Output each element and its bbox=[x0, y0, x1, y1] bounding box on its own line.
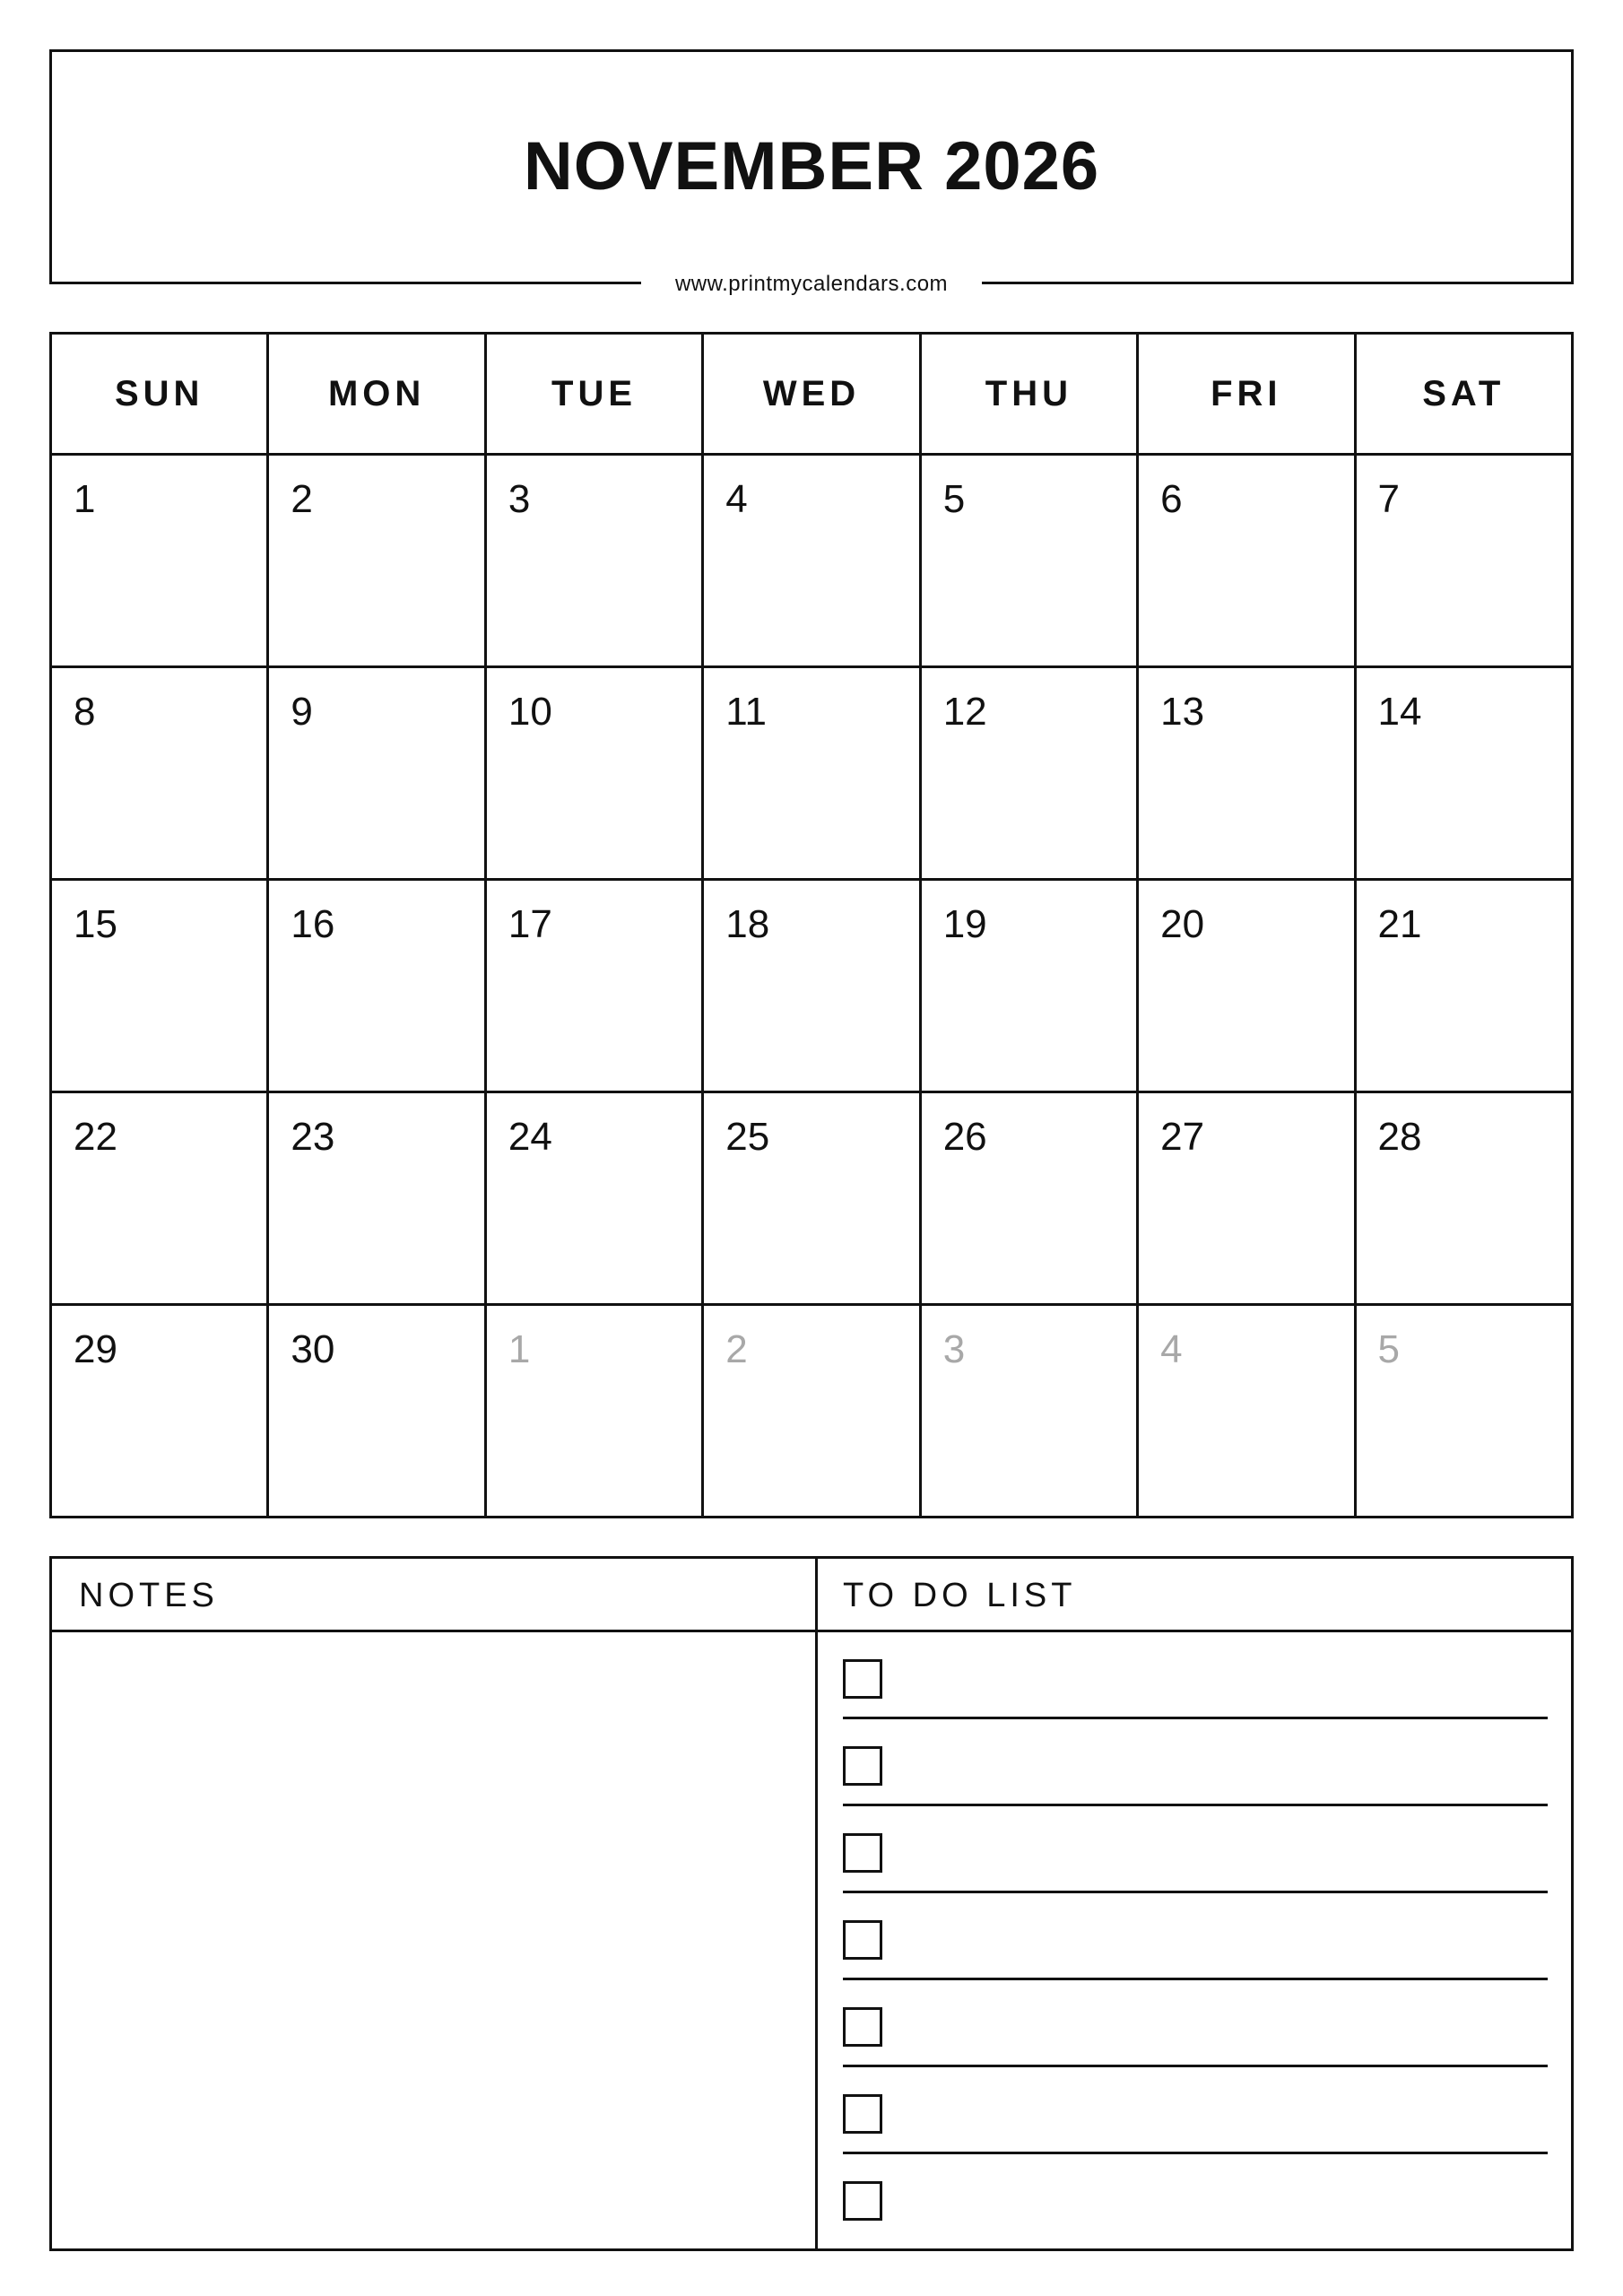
notes-label: NOTES bbox=[79, 1577, 219, 1614]
todo-line[interactable] bbox=[843, 1804, 1548, 1806]
todo-item bbox=[843, 1833, 1548, 1920]
todo-checkbox[interactable] bbox=[843, 2007, 882, 2047]
day-cell-wed[interactable] bbox=[703, 455, 920, 667]
day-number-next-month: 1 bbox=[508, 1327, 531, 1371]
todo-line[interactable] bbox=[843, 1978, 1548, 1980]
day-cell-mon[interactable] bbox=[268, 667, 485, 880]
day-number: 27 bbox=[1160, 1115, 1205, 1159]
day-cell-mon[interactable] bbox=[268, 880, 485, 1092]
todo-line[interactable] bbox=[843, 1717, 1548, 1719]
day-cell-fri[interactable] bbox=[1138, 1092, 1355, 1305]
day-cell-mon[interactable] bbox=[268, 455, 485, 667]
week-row bbox=[51, 1305, 1573, 1518]
day-number-next-month: 4 bbox=[1160, 1327, 1183, 1371]
day-cell-thu[interactable] bbox=[920, 1305, 1137, 1518]
day-cell-wed[interactable] bbox=[703, 880, 920, 1092]
weekday-header-tue: TUE bbox=[485, 334, 702, 455]
day-cell-thu[interactable] bbox=[920, 1092, 1137, 1305]
day-cell-sun[interactable] bbox=[51, 880, 268, 1092]
todo-line[interactable] bbox=[843, 2152, 1548, 2154]
todo-label: TO DO LIST bbox=[843, 1577, 1077, 1614]
day-cell-sat[interactable] bbox=[1355, 1305, 1572, 1518]
day-number: 21 bbox=[1377, 902, 1422, 946]
notes-area[interactable] bbox=[52, 1632, 815, 2248]
day-number: 25 bbox=[725, 1115, 770, 1159]
day-cell-sat[interactable] bbox=[1355, 880, 1572, 1092]
day-cell-mon[interactable] bbox=[268, 1305, 485, 1518]
notes-todo-panel bbox=[49, 1556, 1574, 2251]
day-number: 1 bbox=[74, 477, 96, 521]
day-number: 26 bbox=[942, 1115, 987, 1159]
day-number: 13 bbox=[1160, 690, 1205, 734]
day-cell-wed[interactable] bbox=[703, 1305, 920, 1518]
todo-item bbox=[843, 2181, 1548, 2268]
day-number: 23 bbox=[291, 1115, 335, 1159]
day-cell-thu[interactable] bbox=[920, 667, 1137, 880]
weekday-header-fri: FRI bbox=[1138, 334, 1355, 455]
day-cell-sat[interactable] bbox=[1355, 1092, 1572, 1305]
day-cell-thu[interactable] bbox=[920, 880, 1137, 1092]
weekday-header-thu: THU bbox=[920, 334, 1137, 455]
day-number: 16 bbox=[291, 902, 335, 946]
day-number: 22 bbox=[74, 1115, 117, 1159]
day-cell-thu[interactable] bbox=[920, 455, 1137, 667]
todo-checkbox[interactable] bbox=[843, 1920, 882, 1960]
calendar-body bbox=[51, 455, 1573, 1518]
day-cell-tue[interactable] bbox=[485, 455, 702, 667]
day-cell-fri[interactable] bbox=[1138, 667, 1355, 880]
day-cell-tue[interactable] bbox=[485, 667, 702, 880]
week-row bbox=[51, 455, 1573, 667]
title-box bbox=[49, 49, 1574, 284]
day-number-next-month: 3 bbox=[942, 1327, 966, 1371]
day-number: 28 bbox=[1377, 1115, 1422, 1159]
month-calendar bbox=[49, 332, 1574, 1518]
todo-checkbox[interactable] bbox=[843, 1659, 882, 1699]
day-number: 6 bbox=[1160, 477, 1183, 521]
day-number: 12 bbox=[942, 690, 987, 734]
todo-item bbox=[843, 1659, 1548, 1746]
day-cell-fri[interactable] bbox=[1138, 880, 1355, 1092]
day-cell-sat[interactable] bbox=[1355, 455, 1572, 667]
todo-checkbox[interactable] bbox=[843, 2181, 882, 2221]
day-number: 10 bbox=[508, 690, 552, 734]
day-number: 20 bbox=[1160, 902, 1205, 946]
day-cell-sat[interactable] bbox=[1355, 667, 1572, 880]
day-number: 15 bbox=[74, 902, 117, 946]
day-number: 17 bbox=[508, 902, 552, 946]
day-number-next-month: 2 bbox=[725, 1327, 748, 1371]
panel-divider-vertical bbox=[815, 1559, 818, 2248]
day-number: 11 bbox=[725, 690, 767, 734]
day-cell-sun[interactable] bbox=[51, 455, 268, 667]
weekday-header-wed: WED bbox=[703, 334, 920, 455]
day-number: 24 bbox=[508, 1115, 552, 1159]
day-cell-wed[interactable] bbox=[703, 667, 920, 880]
day-cell-sun[interactable] bbox=[51, 1305, 268, 1518]
day-number: 2 bbox=[291, 477, 313, 521]
week-row bbox=[51, 880, 1573, 1092]
weekday-header-mon: MON bbox=[268, 334, 485, 455]
weekday-header-row bbox=[51, 334, 1573, 455]
todo-item bbox=[843, 1746, 1548, 1833]
week-row bbox=[51, 667, 1573, 880]
day-cell-fri[interactable] bbox=[1138, 1305, 1355, 1518]
day-number: 14 bbox=[1377, 690, 1422, 734]
day-cell-mon[interactable] bbox=[268, 1092, 485, 1305]
day-number: 8 bbox=[74, 690, 96, 734]
todo-checkbox[interactable] bbox=[843, 1746, 882, 1786]
todo-checkbox[interactable] bbox=[843, 1833, 882, 1873]
day-number: 7 bbox=[1377, 477, 1401, 521]
website-url: www.printmycalendars.com bbox=[641, 269, 982, 300]
day-cell-sun[interactable] bbox=[51, 667, 268, 880]
todo-line[interactable] bbox=[843, 2065, 1548, 2067]
todo-list bbox=[843, 1659, 1548, 2268]
day-number: 29 bbox=[74, 1327, 117, 1371]
day-cell-tue[interactable] bbox=[485, 880, 702, 1092]
weekday-header-sun: SUN bbox=[51, 334, 268, 455]
todo-item bbox=[843, 2094, 1548, 2181]
day-number: 30 bbox=[291, 1327, 335, 1371]
day-number: 9 bbox=[291, 690, 313, 734]
day-number: 4 bbox=[725, 477, 748, 521]
day-cell-wed[interactable] bbox=[703, 1092, 920, 1305]
day-cell-fri[interactable] bbox=[1138, 455, 1355, 667]
day-number-next-month: 5 bbox=[1377, 1327, 1401, 1371]
todo-line[interactable] bbox=[843, 1891, 1548, 1893]
day-cell-sun[interactable] bbox=[51, 1092, 268, 1305]
day-cell-tue[interactable] bbox=[485, 1305, 702, 1518]
day-number: 5 bbox=[942, 477, 966, 521]
page-title: NOVEMBER 2026 bbox=[523, 128, 1100, 204]
todo-item bbox=[843, 2007, 1548, 2094]
todo-checkbox[interactable] bbox=[843, 2094, 882, 2134]
day-number: 19 bbox=[942, 902, 987, 946]
todo-item bbox=[843, 1920, 1548, 2007]
week-row bbox=[51, 1092, 1573, 1305]
day-number: 3 bbox=[508, 477, 531, 521]
day-cell-tue[interactable] bbox=[485, 1092, 702, 1305]
weekday-header-sat: SAT bbox=[1355, 334, 1572, 455]
day-number: 18 bbox=[725, 902, 770, 946]
